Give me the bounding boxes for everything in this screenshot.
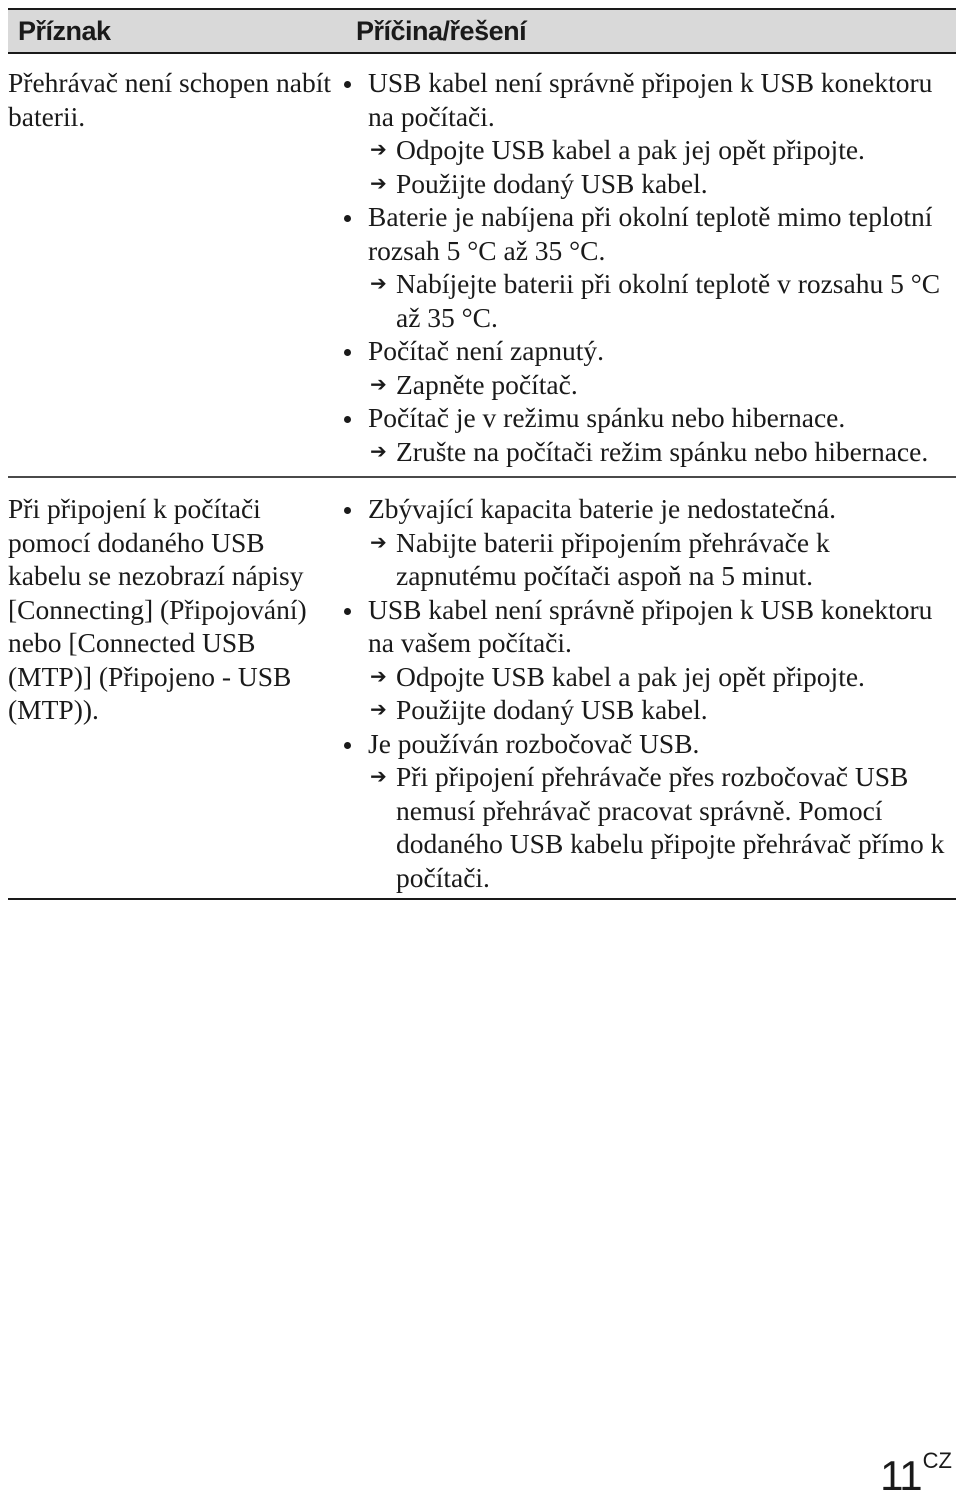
remedy-item [338, 167, 956, 201]
page-number-value: 11 [880, 1452, 922, 1499]
cause-text: USB kabel není správně připojen k USB konektoru na počítači. [368, 67, 933, 132]
bullet-dot-icon [344, 349, 351, 356]
cause-text: USB kabel není správně připojen k USB konektoru na vašem počítači. [368, 593, 933, 658]
bullet-dot-icon [344, 215, 351, 222]
remedy-text: Nabijte baterii připojením přehrávače k zapnutému počítači aspoň na 5 minut. [396, 526, 830, 591]
arrow-right-icon: ➔ [370, 529, 387, 554]
remedy-item [338, 693, 956, 727]
bullet-dot-icon [344, 507, 351, 514]
cause-item [338, 492, 956, 526]
arrow-right-icon: ➔ [370, 137, 387, 161]
troubleshooting-table [8, 8, 956, 900]
cause-text: Zbývající kapacita baterie je nedostatečná. [368, 493, 837, 524]
bullet-dot-icon [344, 608, 351, 615]
remedy-item [338, 133, 956, 167]
cause-item [338, 727, 956, 761]
arrow-right-icon: ➔ [370, 663, 387, 688]
remedy-text: Odpojte USB kabel a pak jej opět připojte. [396, 660, 865, 692]
bullet-dot-icon [344, 742, 351, 749]
cause-item [338, 593, 956, 660]
table-row [8, 478, 956, 900]
table-header-row [8, 8, 956, 54]
arrow-right-icon: ➔ [370, 697, 387, 721]
language-code: CZ [922, 1448, 952, 1473]
remedy-text: Nabíjejte baterii při okolní teplotě v rozsahu 5 °C až 35 °C. [396, 268, 941, 333]
cause-text: Baterie je nabíjena při okolní teplotě mimo teplotní rozsah 5 °C až 35 °C. [368, 201, 933, 266]
remedy-item [338, 368, 956, 402]
bullet-dot-icon [344, 81, 351, 88]
header-symptom: Příznak [18, 15, 111, 46]
arrow-right-icon: ➔ [370, 170, 387, 195]
cause-item [338, 66, 956, 133]
remedy-item [338, 526, 956, 593]
remedy-text: Při připojení přehrávače přes rozbočovač USB nemusí přehrávač pracovat správně. Pomocí dodaného USB kabelu připojte přehrávač přímo k počítači. [396, 761, 945, 893]
cause-text: Počítač není zapnutý. [368, 335, 604, 366]
remedy-item [338, 660, 956, 694]
symptom-cell: Přehrávač není schopen nabít baterii. [8, 67, 332, 132]
cause-cell [338, 66, 956, 468]
arrow-right-icon: ➔ [370, 371, 387, 396]
remedy-item [338, 435, 956, 469]
header-cause: Příčina/řešení [356, 15, 527, 46]
arrow-right-icon: ➔ [370, 271, 387, 295]
page-number [880, 1437, 952, 1500]
remedy-item [338, 267, 956, 334]
cause-item [338, 401, 956, 435]
bullet-dot-icon [344, 416, 351, 423]
remedy-item [338, 760, 956, 894]
remedy-text: Zrušte na počítači režim spánku nebo hibernace. [396, 435, 929, 467]
cause-text: Je používán rozbočovač USB. [368, 727, 700, 759]
remedy-text: Zapněte počítač. [396, 368, 578, 400]
cause-item [338, 200, 956, 267]
remedy-text: Použijte dodaný USB kabel. [396, 167, 708, 199]
cause-item [338, 334, 956, 368]
remedy-text: Odpojte USB kabel a pak jej opět připojte. [396, 134, 865, 165]
cause-cell [338, 492, 956, 894]
cause-text: Počítač je v režimu spánku nebo hibernace. [368, 402, 846, 433]
arrow-right-icon: ➔ [370, 764, 387, 788]
arrow-right-icon: ➔ [370, 438, 387, 463]
remedy-text: Použijte dodaný USB kabel. [396, 694, 708, 725]
table-row [8, 54, 956, 478]
symptom-cell: Při připojení k počítači pomocí dodaného USB kabelu se nezobrazí nápisy [Connecting] (Připojování) nebo [Connected USB (MTP)] (Připojeno - USB (MTP)). [8, 493, 307, 725]
